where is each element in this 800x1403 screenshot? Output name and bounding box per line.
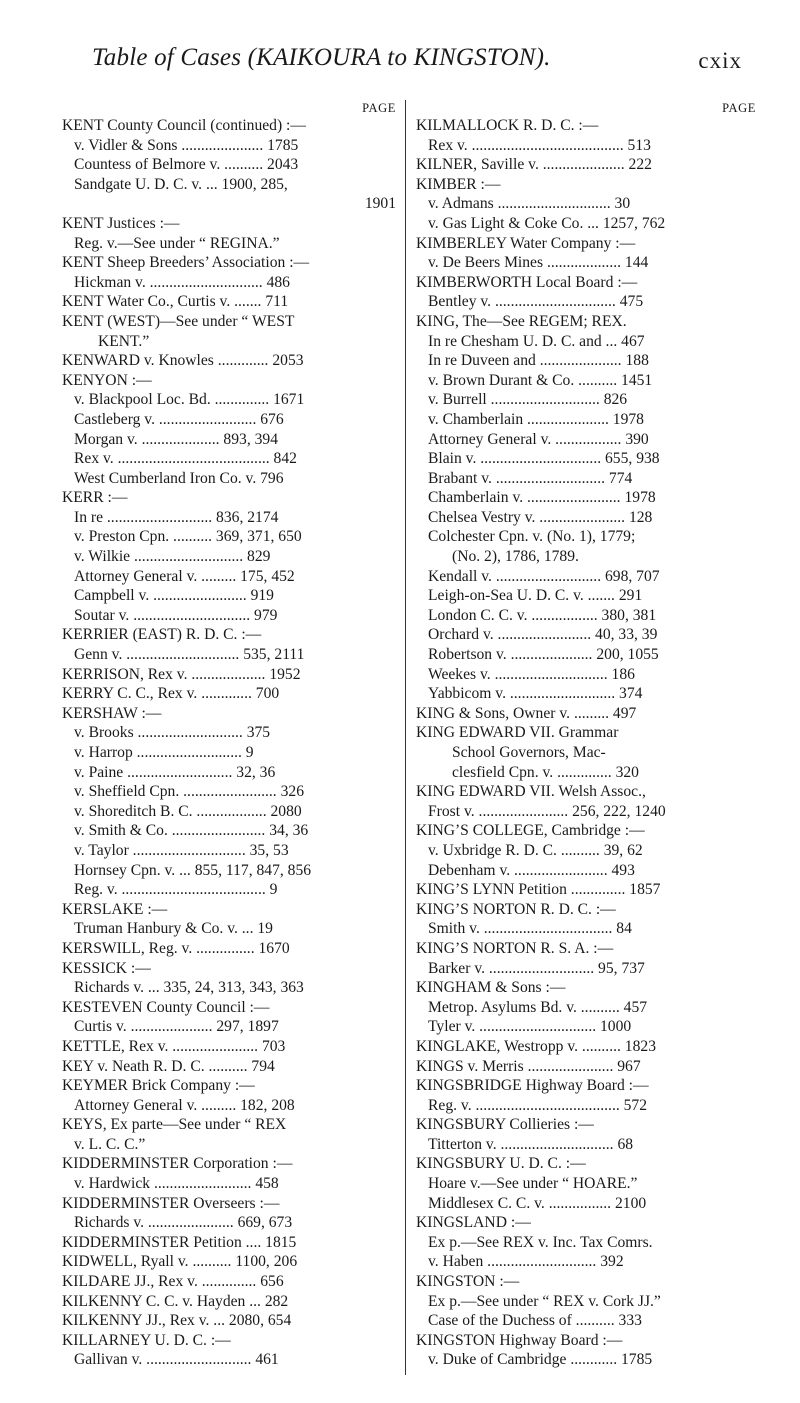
index-entry: Hickman v. ............................. 486 bbox=[74, 273, 290, 291]
index-entry: Reg. v. ..................................... 9 bbox=[74, 881, 278, 899]
index-entry: v. L. C. C.” bbox=[74, 1135, 146, 1153]
index-entry: Truman Hanbury & Co. v. ... 19 bbox=[74, 920, 273, 938]
index-entry: Attorney General v. ................. 390 bbox=[428, 430, 649, 448]
index-entry: Kendall v. ........................... 698, 707 bbox=[428, 567, 660, 585]
index-heading-entry: KETTLE, Rex v. ...................... 703 bbox=[62, 1037, 286, 1055]
index-heading-entry: KENT County Council (continued) :— bbox=[62, 117, 306, 134]
index-entry: v. Paine ........................... 32, 36 bbox=[74, 763, 276, 781]
index-heading-entry: KEYMER Brick Company :— bbox=[62, 1077, 255, 1095]
index-entry: Ex p.—See REX v. Inc. Tax Comrs. bbox=[428, 1233, 653, 1251]
index-heading-entry: KILMALLOCK R. D. C. :— bbox=[416, 117, 599, 134]
index-heading-entry: KINGSTON Highway Board :— bbox=[416, 1331, 623, 1349]
index-heading-entry: KING, The—See REGEM; REX. bbox=[416, 312, 627, 330]
index-entry: v. Burrell ............................ 826 bbox=[428, 391, 628, 409]
index-entry: In re Duveen and ..................... 188 bbox=[428, 352, 649, 370]
index-entry: v. De Beers Mines ................... 144 bbox=[428, 254, 649, 272]
index-entry: Robertson v. ..................... 200, 1055 bbox=[428, 646, 659, 664]
index-entry: (No. 2), 1786, 1789. bbox=[452, 548, 579, 566]
index-entry: clesfield Cpn. v. .............. 320 bbox=[452, 763, 639, 781]
index-entry: In re ........................... 836, 2174 bbox=[74, 508, 279, 526]
index-entry: v. Preston Cpn. .......... 369, 371, 650 bbox=[74, 528, 302, 546]
index-heading-entry: KENT Water Co., Curtis v. ....... 711 bbox=[62, 293, 289, 311]
index-heading-entry: KENWARD v. Knowles ............. 2053 bbox=[62, 352, 304, 370]
index-entry: Leigh-on-Sea U. D. C. v. ....... 291 bbox=[428, 587, 643, 605]
index-heading-entry: KESSICK :— bbox=[62, 959, 151, 977]
index-heading-entry: KERRIER (EAST) R. D. C. :— bbox=[62, 626, 262, 644]
index-entry: Tyler v. .............................. 1000 bbox=[428, 1018, 632, 1036]
index-heading-entry: KING EDWARD VII. Welsh Assoc., bbox=[416, 783, 646, 801]
index-heading-entry: KING’S NORTON R. S. A. :— bbox=[416, 939, 614, 957]
index-heading-entry: KINGSLAND :— bbox=[416, 1214, 531, 1232]
index-heading-entry: KIDWELL, Ryall v. .......... 1100, 206 bbox=[62, 1253, 298, 1271]
index-heading-entry: KINGLAKE, Westropp v. .......... 1823 bbox=[416, 1037, 656, 1055]
index-entry: Orchard v. ........................ 40, 33, 39 bbox=[428, 626, 658, 644]
index-entry: v. Smith & Co. ........................ 34, 36 bbox=[74, 822, 309, 840]
index-entry: v. Harrop ........................... 9 bbox=[74, 744, 254, 761]
index-heading-entry: KILKENNY JJ., Rex v. ... 2080, 654 bbox=[62, 1312, 292, 1330]
index-entry: West Cumberland Iron Co. v. 796 bbox=[74, 469, 284, 487]
index-entry: v. Chamberlain ..................... 1978 bbox=[428, 410, 644, 428]
page-folio: cxix bbox=[698, 48, 742, 73]
index-entry: Hoare v.—See under “ HOARE.” bbox=[428, 1175, 638, 1193]
index-entry: Countess of Belmore v. .......... 2043 bbox=[74, 156, 299, 174]
index-entry: v. Shoreditch B. C. .................. 2080 bbox=[74, 802, 302, 820]
index-entry: v. Blackpool Loc. Bd. .............. 1671 bbox=[74, 391, 305, 409]
index-heading-entry: KIMBERWORTH Local Board :— bbox=[416, 273, 638, 291]
index-heading-entry: KING’S COLLEGE, Cambridge :— bbox=[416, 822, 645, 840]
index-heading-entry: KING & Sons, Owner v. ......... 497 bbox=[416, 704, 637, 722]
index-heading-entry: KING’S LYNN Petition .............. 1857 bbox=[416, 881, 661, 899]
index-heading-entry: KENT Sheep Breeders’ Association :— bbox=[62, 254, 310, 272]
index-entry: 1901 bbox=[364, 195, 396, 213]
index-heading-entry: KING’S NORTON R. D. C. :— bbox=[416, 900, 616, 918]
index-heading-entry: KIDDERMINSTER Overseers :— bbox=[62, 1194, 280, 1212]
index-heading-entry: KINGSBURY Collieries :— bbox=[416, 1116, 594, 1134]
index-entry: v. Haben ............................ 392 bbox=[428, 1253, 624, 1271]
index-entry: Chelsea Vestry v. ...................... 128 bbox=[428, 508, 653, 526]
index-heading-entry: KINGS v. Merris ...................... 967 bbox=[416, 1057, 641, 1075]
index-entry: Bentley v. ............................... 475 bbox=[428, 293, 644, 311]
index-entry: Frost v. ....................... 256, 222, 1240 bbox=[428, 802, 666, 820]
running-head: Table of Cases (KAIKOURA to KINGSTON). bbox=[92, 44, 551, 71]
index-entry: Titterton v. ............................. 68 bbox=[428, 1135, 634, 1153]
index-heading-entry: KINGSBURY U. D. C. :— bbox=[416, 1155, 586, 1173]
index-heading-entry: KERRY C. C., Rex v. ............. 700 bbox=[62, 685, 280, 703]
left-column-entries bbox=[62, 116, 396, 1370]
index-entry: Colchester Cpn. v. (No. 1), 1779; bbox=[428, 528, 636, 546]
right-column-page-label: PAGE bbox=[722, 101, 756, 115]
index-heading-entry: KEY v. Neath R. D. C. .......... 794 bbox=[62, 1057, 275, 1075]
index-entry: Hornsey Cpn. v. ... 855, 117, 847, 856 bbox=[74, 861, 312, 879]
index-heading-entry: KINGSTON :— bbox=[416, 1273, 520, 1291]
index-entry: Richards v. ...................... 669, 673 bbox=[74, 1214, 293, 1232]
index-entry: Smith v. ................................. 84 bbox=[428, 920, 632, 938]
index-entry: Rex v. ....................................... 842 bbox=[74, 450, 297, 468]
index-entry: Genn v. ............................. 535, 2111 bbox=[74, 646, 305, 664]
index-entry: London C. C. v. ................. 380, 381 bbox=[428, 606, 657, 624]
index-entry: v. Taylor ............................. 35, 53 bbox=[74, 841, 289, 859]
left-column-page-label: PAGE bbox=[362, 101, 396, 115]
index-entry: Reg. v.—See under “ REGINA.” bbox=[74, 234, 280, 252]
index-heading-entry: KEYS, Ex parte—See under “ REX bbox=[62, 1116, 287, 1134]
index-heading-entry: KESTEVEN County Council :— bbox=[62, 998, 270, 1016]
index-entry: v. Uxbridge R. D. C. .......... 39, 62 bbox=[428, 841, 643, 859]
index-entry: Metrop. Asylums Bd. v. .......... 457 bbox=[428, 998, 648, 1016]
index-heading-entry: KILNER, Saville v. ..................... 222 bbox=[416, 156, 652, 174]
index-heading-entry: KERR :— bbox=[62, 489, 128, 507]
index-heading-entry: KENYON :— bbox=[62, 371, 152, 389]
index-entry: v. Brown Durant & Co. .......... 1451 bbox=[428, 371, 653, 389]
index-entry: Soutar v. .............................. 979 bbox=[74, 606, 278, 624]
index-entry: School Governors, Mac- bbox=[452, 744, 606, 761]
index-entry: Ex p.—See under “ REX v. Cork JJ.” bbox=[428, 1292, 661, 1310]
index-entry: v. Duke of Cambridge ............ 1785 bbox=[428, 1351, 653, 1369]
column-divider bbox=[405, 100, 406, 1375]
index-heading-entry: KENT (WEST)—See under “ WEST bbox=[62, 312, 295, 330]
index-entry: v. Admans ............................. 30 bbox=[428, 195, 631, 213]
index-heading-entry: KERSWILL, Reg. v. ............... 1670 bbox=[62, 939, 290, 957]
index-heading-entry: KING EDWARD VII. Grammar bbox=[416, 724, 619, 742]
index-heading-entry: KIMBERLEY Water Company :— bbox=[416, 234, 636, 252]
index-entry: v. Sheffield Cpn. ........................ 326 bbox=[74, 783, 304, 801]
index-heading-entry: KERSLAKE :— bbox=[62, 900, 168, 918]
index-entry: Brabant v. ............................ 774 bbox=[428, 469, 633, 487]
index-entry: Attorney General v. ......... 182, 208 bbox=[74, 1096, 295, 1114]
index-entry: Blain v. ............................... 655, 938 bbox=[428, 450, 660, 468]
left-column bbox=[62, 100, 396, 1370]
index-entry: Campbell v. ........................ 919 bbox=[74, 587, 274, 605]
index-entry: Gallivan v. ........................... 461 bbox=[74, 1351, 279, 1369]
index-heading-entry: KIMBER :— bbox=[416, 175, 501, 193]
index-heading-entry: KERRISON, Rex v. ................... 1952 bbox=[62, 665, 301, 683]
index-entry: Debenham v. ........................ 493 bbox=[428, 861, 635, 879]
index-heading-entry: KILLARNEY U. D. C. :— bbox=[62, 1331, 231, 1349]
right-column bbox=[416, 100, 756, 1370]
index-entry: Castleberg v. ......................... 676 bbox=[74, 410, 284, 428]
index-entry: Chamberlain v. ........................ 1978 bbox=[428, 489, 656, 507]
index-entry: KENT.” bbox=[98, 332, 150, 350]
index-entry: v. Hardwick ......................... 458 bbox=[74, 1175, 279, 1193]
index-heading-entry: KIDDERMINSTER Corporation :— bbox=[62, 1155, 293, 1173]
index-entry: v. Gas Light & Coke Co. ... 1257, 762 bbox=[428, 214, 666, 232]
index-entry: Middlesex C. C. v. ................ 2100 bbox=[428, 1194, 647, 1212]
index-entry: Case of the Duchess of .......... 333 bbox=[428, 1312, 642, 1330]
index-heading-entry: KERSHAW :— bbox=[62, 704, 162, 722]
index-heading-entry: KINGHAM & Sons :— bbox=[416, 979, 566, 997]
index-entry: Weekes v. ............................. 186 bbox=[428, 665, 635, 683]
index-entry: Yabbicom v. ........................... 374 bbox=[428, 685, 643, 703]
index-entry: Curtis v. ..................... 297, 1897 bbox=[74, 1018, 279, 1036]
index-entry: Reg. v. ..................................... 572 bbox=[428, 1096, 648, 1114]
index-heading-entry: KILDARE JJ., Rex v. .............. 656 bbox=[62, 1273, 284, 1291]
index-entry: v. Vidler & Sons ..................... 1785 bbox=[74, 136, 299, 154]
page-header bbox=[0, 44, 800, 84]
index-entry: Richards v. ... 335, 24, 313, 343, 363 bbox=[74, 979, 304, 997]
index-entry: Barker v. ........................... 95, 737 bbox=[428, 959, 645, 977]
index-entry: Rex v. ....................................... 513 bbox=[428, 136, 651, 154]
index-entry: v. Brooks ........................... 375 bbox=[74, 724, 271, 742]
index-entry: In re Chesham U. D. C. and ... 467 bbox=[428, 332, 645, 350]
index-heading-entry: KILKENNY C. C. v. Hayden ... 282 bbox=[62, 1292, 289, 1310]
right-column-entries bbox=[416, 116, 756, 1370]
index-entry: Attorney General v. ......... 175, 452 bbox=[74, 567, 295, 585]
index-entry: Morgan v. .................... 893, 394 bbox=[74, 430, 279, 448]
index-entry: v. Wilkie ............................ 829 bbox=[74, 548, 271, 566]
index-heading-entry: KENT Justices :— bbox=[62, 214, 180, 232]
index-heading-entry: KIDDERMINSTER Petition .... 1815 bbox=[62, 1233, 297, 1251]
index-entry: Sandgate U. D. C. v. ... 1900, 285, bbox=[74, 175, 288, 193]
index-heading-entry: KINGSBRIDGE Highway Board :— bbox=[416, 1077, 649, 1095]
